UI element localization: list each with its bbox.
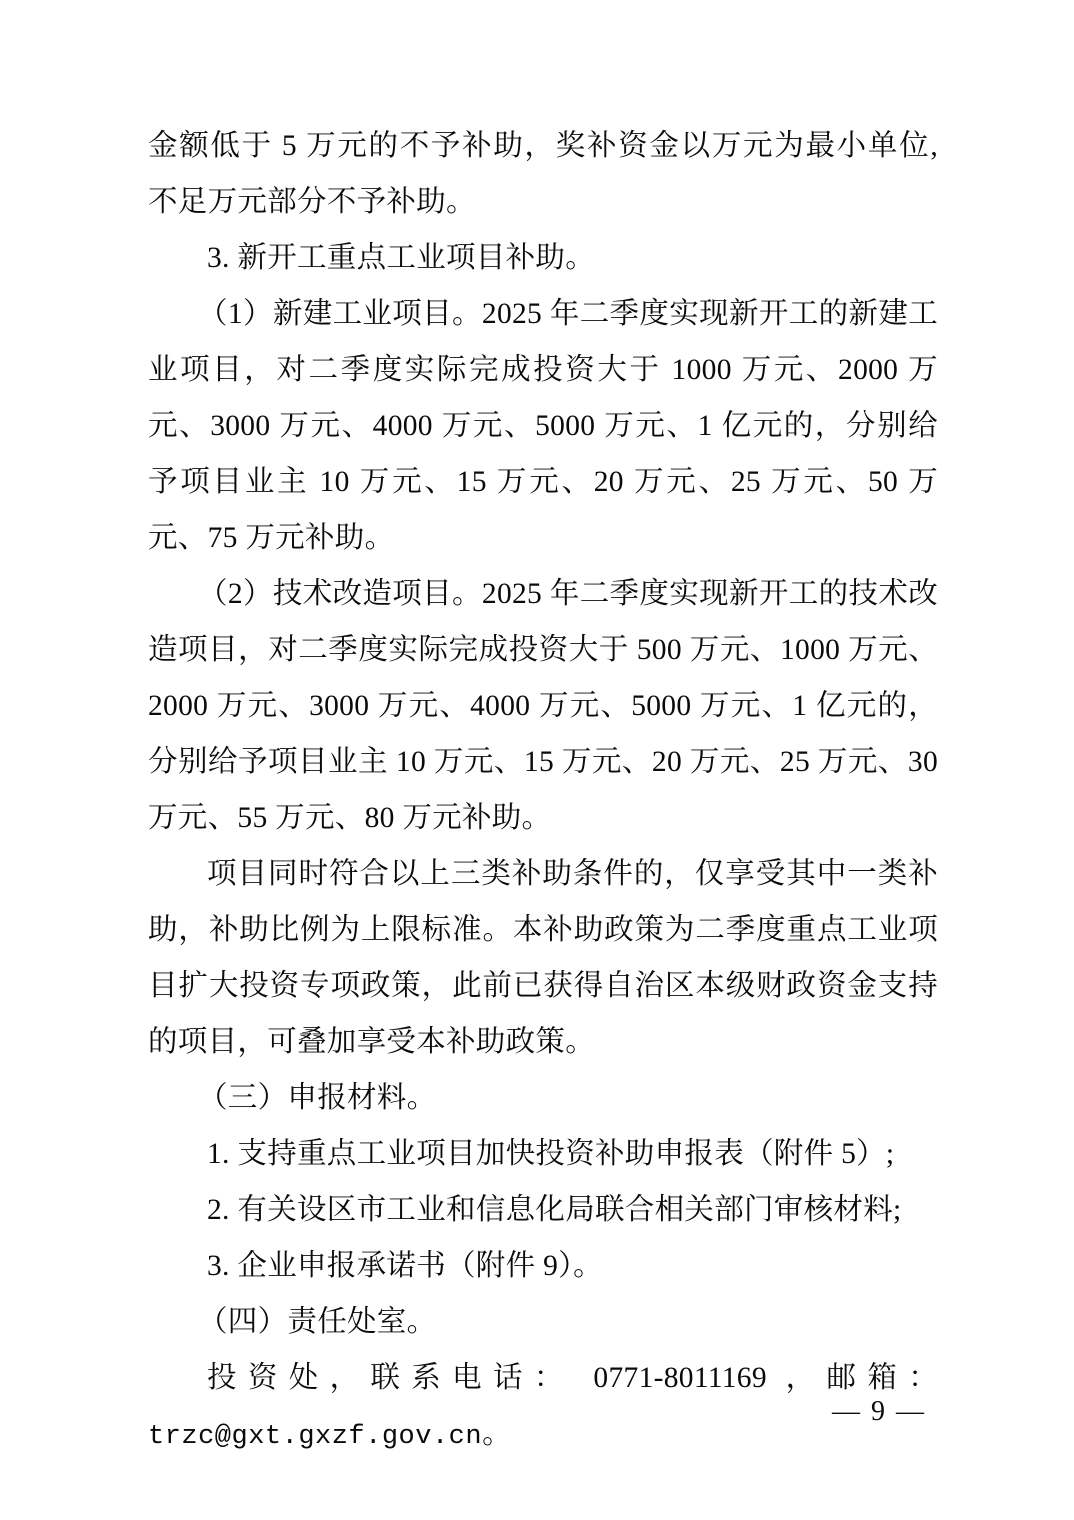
- paragraph-item-3-2: （2）技术改造项目。2025 年二季度实现新开工的技术改造项目，对二季度实际完成投资大于 500 万元、1000 万元、2000 万元、3000 万元、4000 万元、5000 万元、1 亿元的，分别给予项目业主 10 万元、15 万元、20 万元、25 万元、30 万元、55 万元、80 万元补助。: [148, 578, 938, 834]
- paragraph-contact-email: [148, 1406, 938, 1465]
- paragraph-section-3: （三）申报材料。: [198, 1082, 437, 1114]
- page-number: — 9 —: [832, 1396, 926, 1427]
- contact-email-text: trzc@gxt.gxzf.gov.cn: [148, 1422, 483, 1452]
- paragraph-item-3-1: （1）新建工业项目。2025 年二季度实现新开工的新建工业项目，对二季度实际完成投资大于 1000 万元、2000 万元、3000 万元、4000 万元、5000 万元、1 亿元的，分别给予项目业主 10 万元、15 万元、20 万元、25 万元、50 万元、75 万元补助。: [148, 298, 938, 554]
- paragraph-note: 项目同时符合以上三类补助条件的，仅享受其中一类补助，补助比例为上限标准。本补助政策为二季度重点工业项目扩大投资专项政策，此前已获得自治区本级财政资金支持的项目，可叠加享受本补助政策。: [148, 858, 938, 1058]
- paragraph-material-1: 1. 支持重点工业项目加快投资补助申报表（附件 5）;: [207, 1138, 895, 1170]
- contact-email-suffix: 。: [482, 1418, 512, 1450]
- paragraph-item-3: 3. 新开工重点工业项目补助。: [207, 242, 595, 274]
- paragraph-contact-line: 投资处，联系电话： 0771-8011169 ，邮箱：: [207, 1362, 938, 1394]
- paragraph-section-4: （四）责任处室。: [198, 1306, 437, 1338]
- paragraph-material-3: 3. 企业申报承诺书（附件 9）。: [207, 1250, 603, 1282]
- paragraph-continuation: 金额低于 5 万元的不予补助，奖补资金以万元为最小单位, 不足万元部分不予补助。: [148, 130, 938, 218]
- paragraph-material-2: 2. 有关设区市工业和信息化局联合相关部门审核材料;: [207, 1194, 902, 1226]
- document-body: [148, 118, 938, 1465]
